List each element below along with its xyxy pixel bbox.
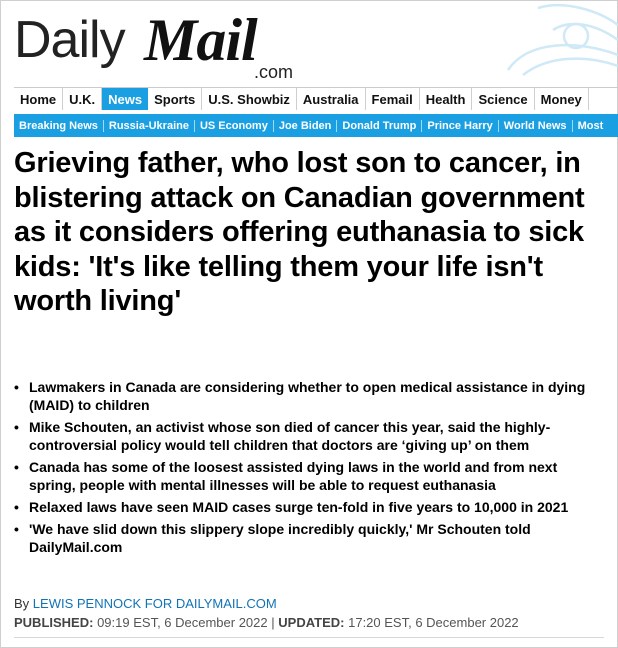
bullet-icon: •: [14, 459, 19, 475]
article-dates: [14, 615, 519, 630]
nav-australia[interactable]: Australia: [297, 88, 366, 110]
bullet-icon: •: [14, 419, 19, 435]
article-summary-list: [14, 378, 606, 560]
header-decoration-icon: [468, 0, 618, 78]
byline-prefix: By: [14, 596, 30, 611]
subnav-donald-trump[interactable]: Donald Trump: [337, 120, 422, 132]
secondary-nav: [14, 114, 618, 137]
article-headline: Grieving father, who lost son to cancer, in blistering attack on Canadian government as it considers offering euthanasia to sick kids: 'It's like telling them your life isn't worth living': [14, 147, 585, 317]
nav-femail[interactable]: Femail: [366, 88, 420, 110]
subnav-world-news[interactable]: World News: [499, 120, 573, 132]
nav-science[interactable]: Science: [472, 88, 534, 110]
published-label: PUBLISHED:: [14, 615, 94, 630]
subnav-breaking-news[interactable]: Breaking News: [14, 120, 104, 132]
list-item: [14, 418, 606, 454]
updated-label: UPDATED:: [278, 615, 345, 630]
list-item: [14, 520, 606, 556]
list-item: [14, 498, 606, 516]
summary-text: Lawmakers in Canada are considering whether to open medical assistance in dying (MAID) to children: [29, 379, 586, 413]
summary-text: Mike Schouten, an activist whose son died of cancer this year, said the highly-controversial policy would tell children that doctors are ‘giving up’ on them: [29, 419, 551, 453]
published-date: 09:19 EST, 6 December 2022: [97, 615, 268, 630]
subnav-prince-harry[interactable]: Prince Harry: [422, 120, 498, 132]
subnav-joe-biden[interactable]: Joe Biden: [274, 120, 338, 132]
bullet-icon: •: [14, 521, 19, 537]
bullet-icon: •: [14, 499, 19, 515]
byline: [14, 596, 277, 611]
summary-text: Canada has some of the loosest assisted dying laws in the world and from next spring, people with mental illnesses will be able to request euthanasia: [29, 459, 558, 493]
logo-com: .com: [254, 62, 294, 82]
nav-news[interactable]: News: [102, 88, 148, 110]
subnav-most[interactable]: Most: [577, 119, 604, 132]
subnav-us-economy[interactable]: US Economy: [195, 120, 274, 132]
list-item: [14, 378, 606, 414]
logo-mail: Mail: [144, 7, 257, 73]
subnav-russia-ukraine[interactable]: Russia-Ukraine: [104, 120, 195, 132]
nav-sports[interactable]: Sports: [148, 88, 202, 110]
bullet-icon: •: [14, 379, 19, 395]
list-item: [14, 458, 606, 494]
nav-money[interactable]: Money: [535, 88, 589, 110]
updated-date: 17:20 EST, 6 December 2022: [348, 615, 519, 630]
summary-text: 'We have slid down this slippery slope incredibly quickly,' Mr Schouten told DailyMail.com: [29, 521, 531, 555]
logo-daily: Daily: [14, 11, 125, 69]
primary-nav: [14, 87, 618, 110]
nav-us-showbiz[interactable]: U.S. Showbiz: [202, 88, 297, 110]
divider: [14, 637, 604, 638]
nav-uk[interactable]: U.K.: [63, 88, 102, 110]
summary-text: Relaxed laws have seen MAID cases surge ten-fold in five years to 10,000 in 2021: [29, 499, 569, 515]
date-separator: |: [271, 615, 275, 630]
nav-home[interactable]: Home: [14, 88, 63, 110]
author-link[interactable]: LEWIS PENNOCK FOR DAILYMAIL.COM: [32, 596, 277, 611]
nav-health[interactable]: Health: [420, 88, 473, 110]
